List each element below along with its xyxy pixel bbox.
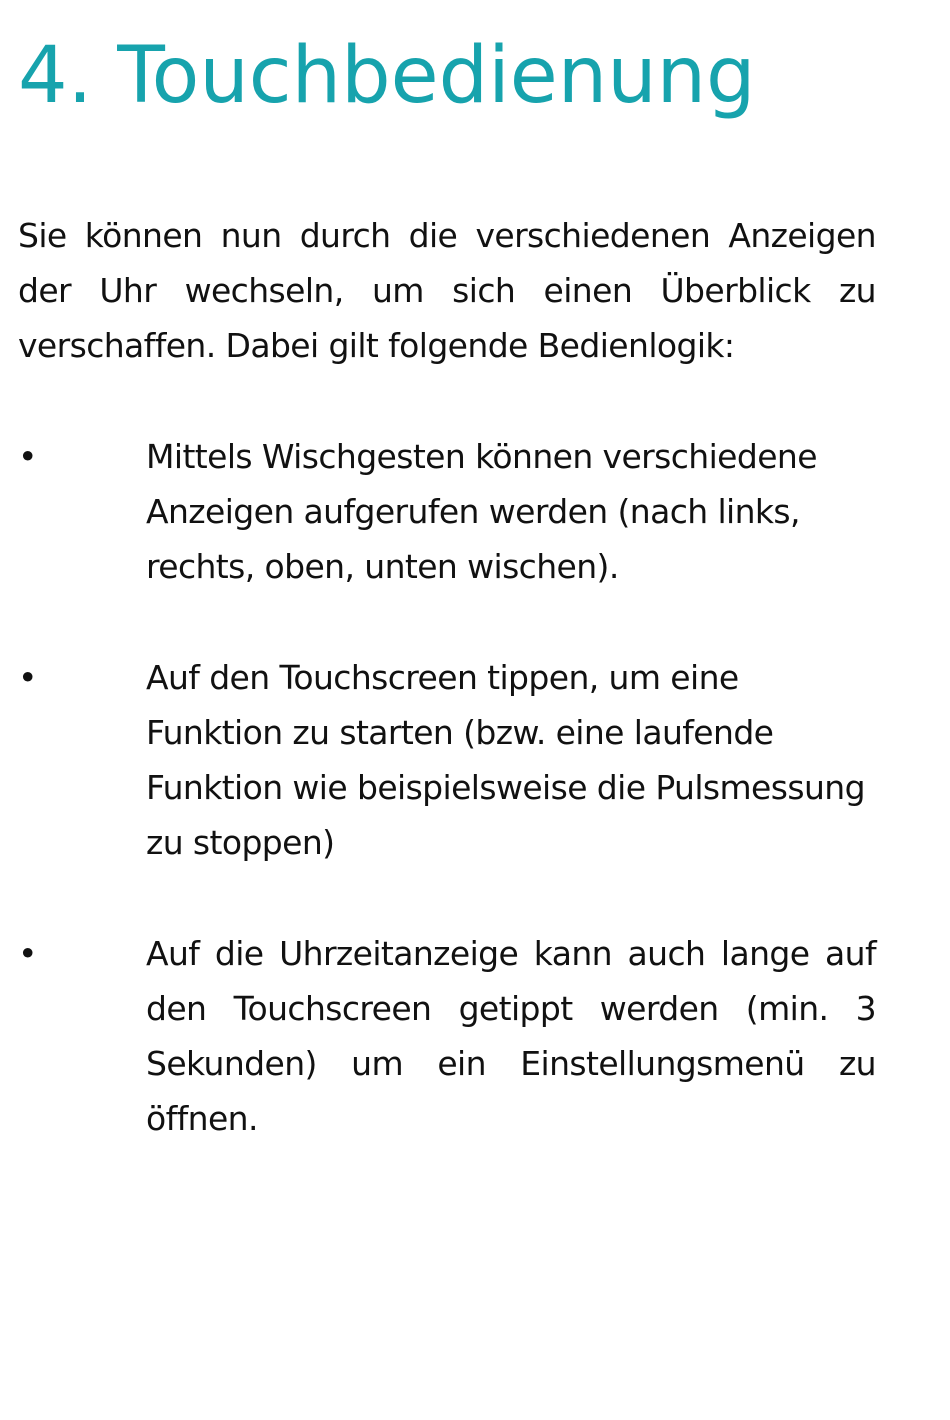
- list-item: [18, 429, 876, 594]
- intro-paragraph: Sie können nun durch die verschiedenen Anzeigen der Uhr wechseln, um sich einen Überblick zu verschaffen. Dabei gilt folgende Bedienlogik:: [18, 216, 876, 365]
- bullet-list: [18, 429, 876, 1146]
- list-item: [18, 650, 876, 870]
- section-heading: 4. Touchbedienung: [18, 31, 756, 121]
- list-item-text: Mittels Wischgesten können verschiedene Anzeigen aufgerufen werden (nach links, rechts, oben, unten wischen).: [146, 437, 817, 586]
- bullet-dot-icon: •: [18, 658, 38, 697]
- bullet-dot-icon: •: [18, 437, 38, 476]
- list-item-text: Auf den Touchscreen tippen, um eine Funktion zu starten (bzw. eine laufende Funktion wie beispielsweise die Pulsmessung zu stoppen): [146, 658, 865, 862]
- list-item: [18, 926, 876, 1146]
- document-page: [18, 0, 876, 1202]
- bullet-dot-icon: •: [18, 934, 38, 973]
- list-item-text: Auf die Uhrzeitanzeige kann auch lange auf den Touchscreen getippt werden (min. 3 Sekunden) um ein Einstellungsmenü zu öffnen.: [146, 934, 876, 1138]
